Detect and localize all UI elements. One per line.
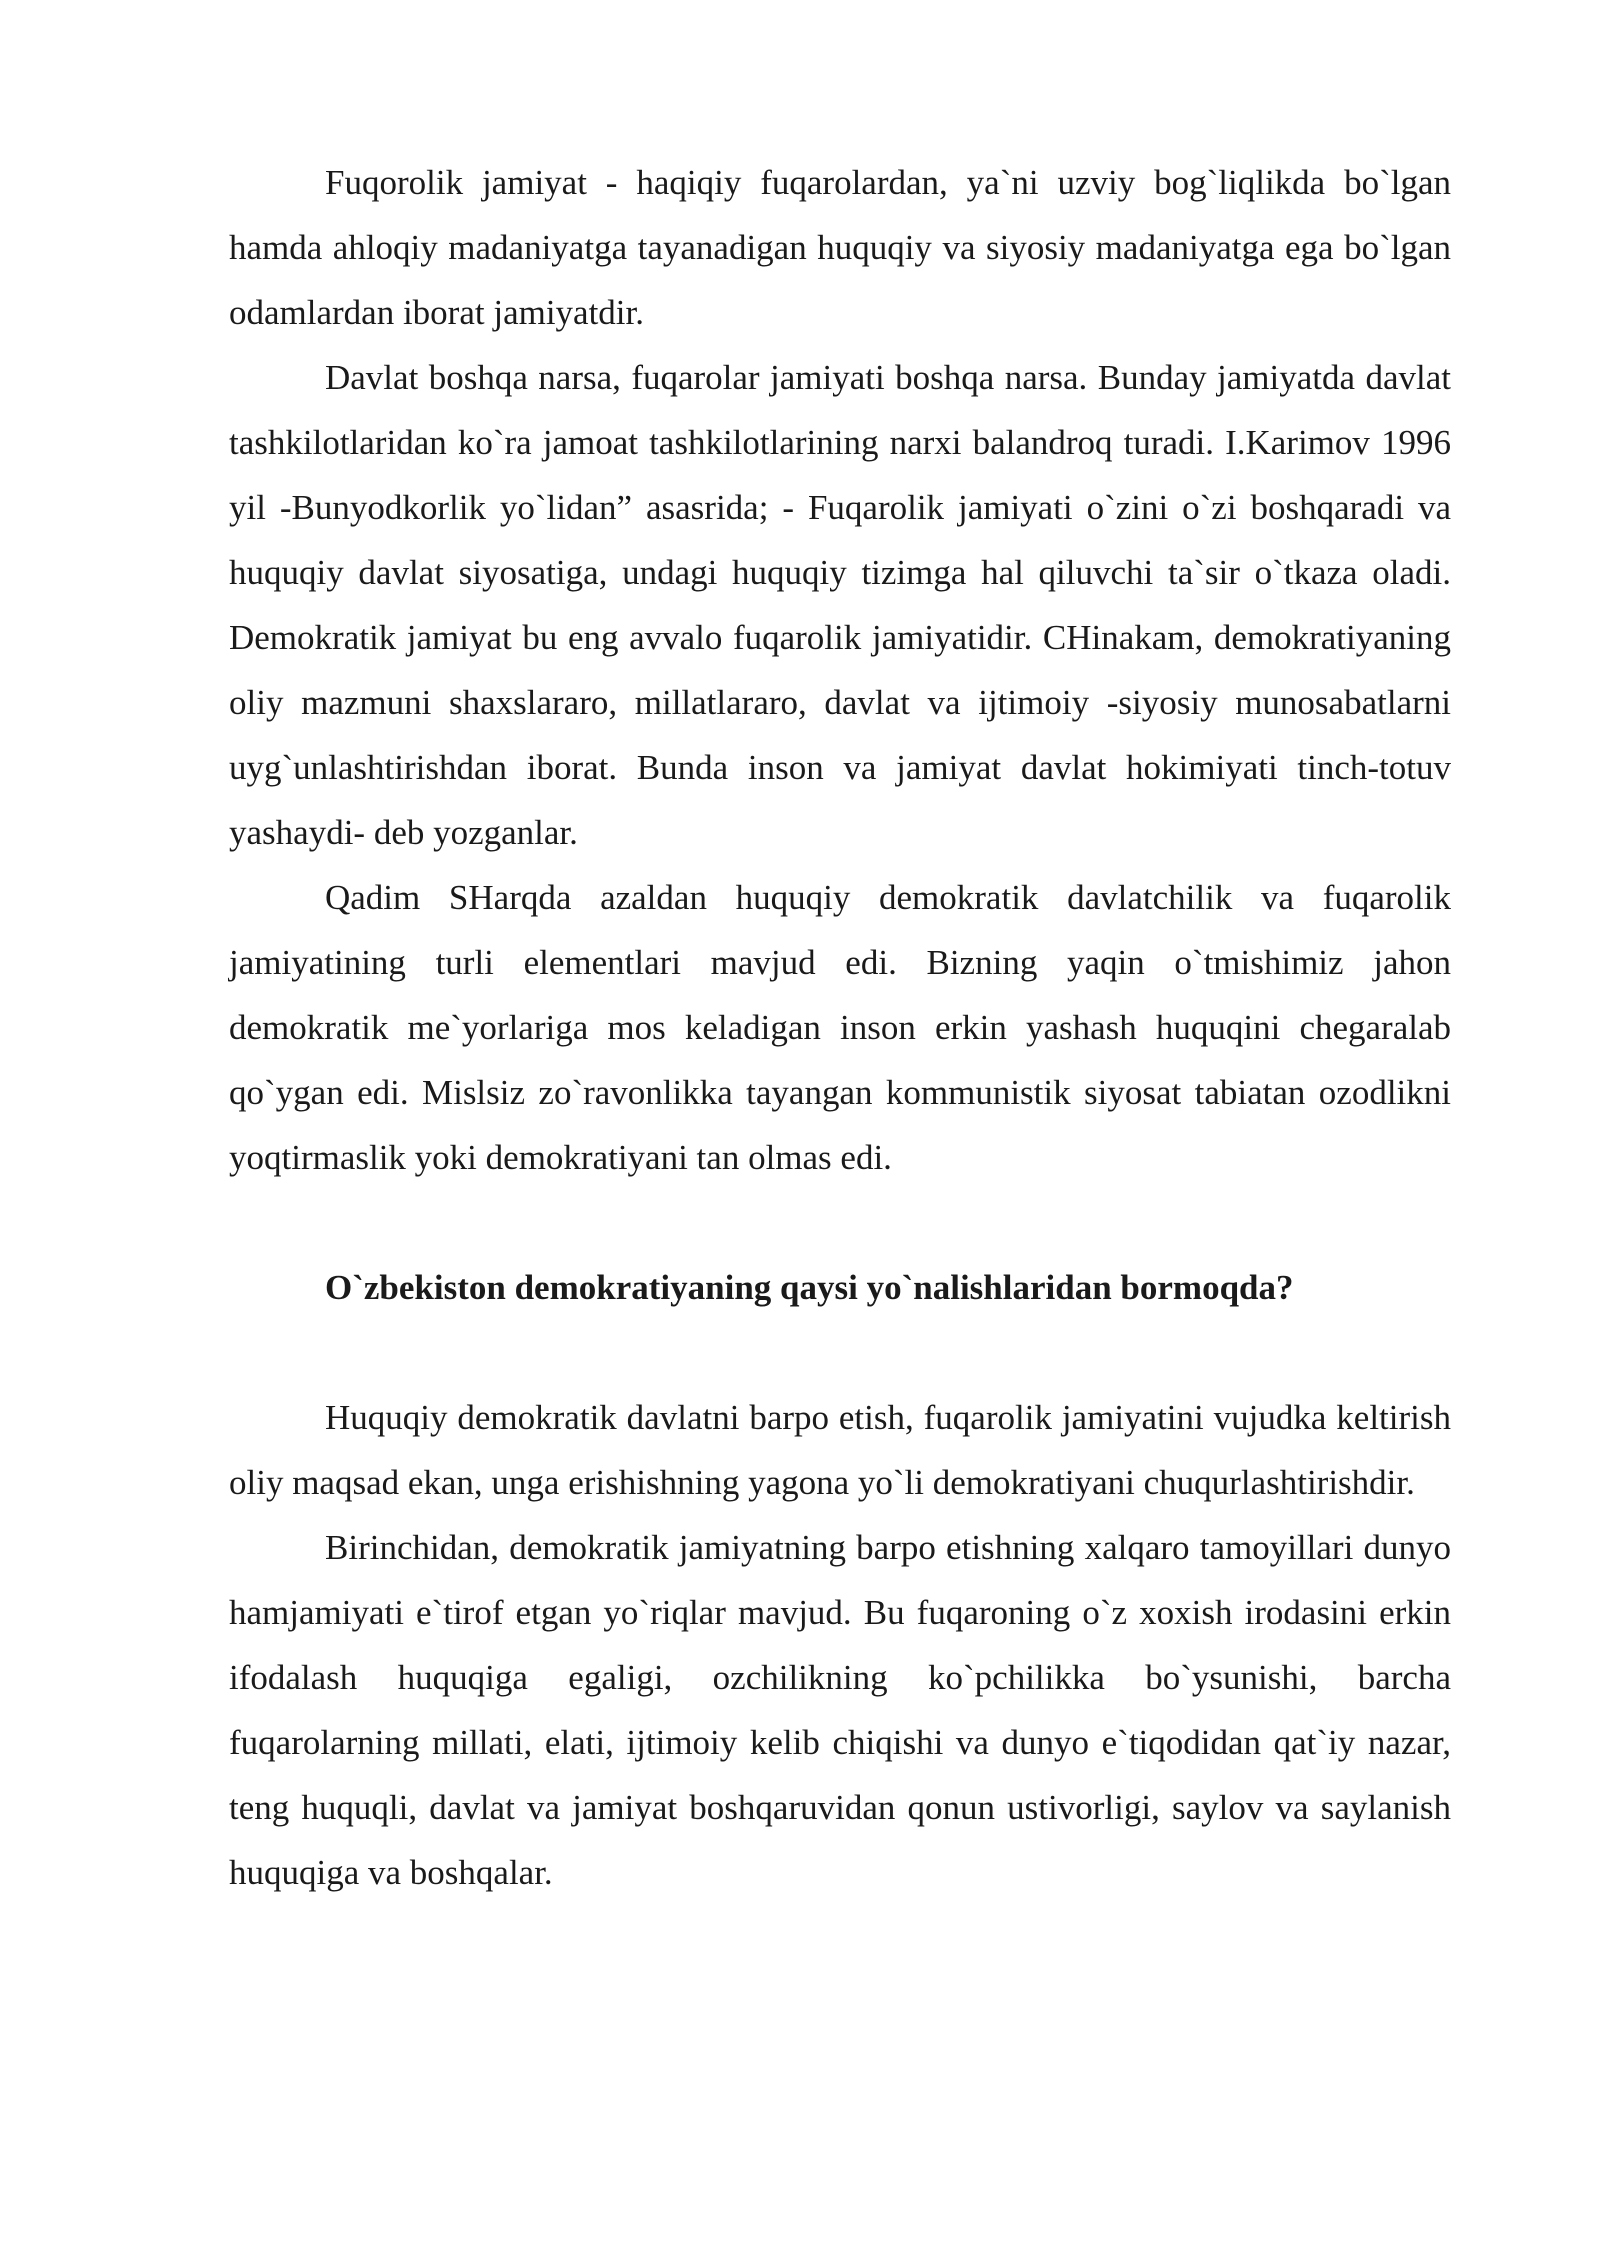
section-heading: O`zbekiston demokratiyaning qaysi yo`nalishlaridan bormoqda? — [325, 1268, 1294, 1307]
paragraph-ancient-east: Qadim SHarqda azaldan huquqiy demokratik davlatchilik va fuqarolik jamiyatining turli elementlari mavjud edi. Bizning yaqin o`tmishimiz jahon demokratik me`yorlariga mos keladigan inson erkin yashash huquqini chegaralab qo`ygan edi. Mislsiz zo`ravonlikka tayangan kommunistik siyosat tabiatan ozodlikni yoqtirmaslik yoki demokratiyani tan olmas edi. — [229, 878, 1451, 1177]
paragraph-state-and-society: Davlat boshqa narsa, fuqarolar jamiyati boshqa narsa. Bunday jamiyatda davlat tashkilotlaridan ko`ra jamoat tashkilotlarining narxi balandroq turadi. I.Karimov 1996 yil -Bunyodkorlik yo`lidan” asasrida; - Fuqarolik jamiyati o`zini o`zi boshqaradi va huquqiy davlat siyosatiga, undagi huquqiy tizimga hal qiluvchi ta`sir o`tkaza oladi. Demokratik jamiyat bu eng avvalo fuqarolik jamiyatidir. CHinakam, demokratiyaning oliy mazmuni shaxslararo, millatlararo, davlat va ijtimoiy -siyosiy munosabatlarni uyg`unlashtirishdan iborat. Bunda inson va jamiyat davlat hokimiyati tinch-totuv yashaydi- deb yozganlar. — [229, 358, 1451, 852]
paragraph-first-principles: Birinchidan, demokratik jamiyatning barpo etishning xalqaro tamoyillari dunyo hamjamiyati e`tirof etgan yo`riqlar mavjud. Bu fuqaroning o`z xoxish irodasini erkin ifodalash huquqiga egaligi, ozchilikning ko`pchilikka bo`ysunishi, barcha fuqarolarning millati, elati, ijtimoiy kelib chiqishi va dunyo e`tiqodidan qat`iy nazar, teng huquqli, davlat va jamiyat boshqaruvidan qonun ustivorligi, saylov va saylanish huquqiga va boshqalar. — [229, 1528, 1451, 1892]
paragraph-civil-society-definition: Fuqorolik jamiyat - haqiqiy fuqarolardan, ya`ni uzviy bog`liqlikda bo`lgan hamda ahloqiy madaniyatga tayanadigan huquqiy va siyosiy madaniyatga ega bo`lgan odamlardan iborat jamiyatdir. — [229, 163, 1451, 332]
paragraph-legal-democratic-state: Huquqiy demokratik davlatni barpo etish, fuqarolik jamiyatini vujudka keltirish oliy maqsad ekan, unga erishishning yagona yo`li demokratiyani chuqurlashtirishdir. — [229, 1398, 1451, 1502]
document-page — [229, 150, 1451, 1905]
